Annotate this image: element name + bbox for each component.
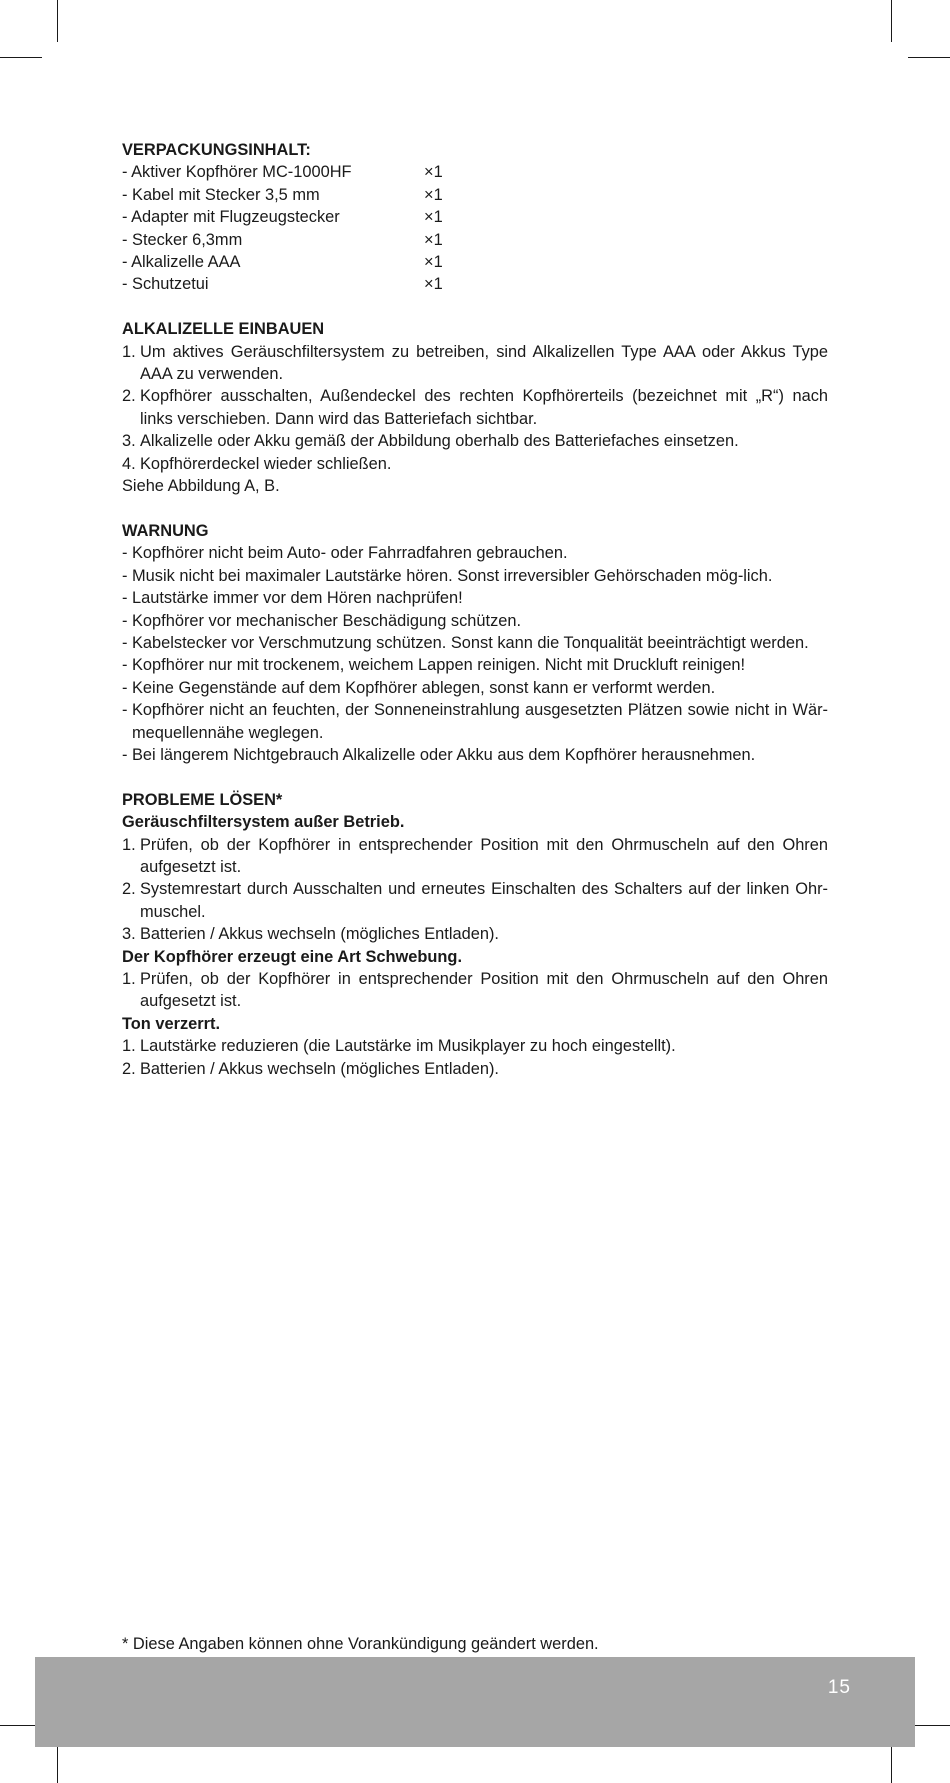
- warning-text: Kopfhörer nicht beim Auto- oder Fahrradfahren gebrauchen.: [132, 544, 568, 563]
- crop-mark: [891, 0, 892, 42]
- list-item: - Musik nicht bei maximaler Lautstärke hören. Sonst irreversibler Gehörschaden mög-lich.: [122, 565, 828, 587]
- step-number: 2.: [122, 1059, 136, 1078]
- crop-mark: [891, 1741, 892, 1783]
- problem-steps: [122, 1035, 828, 1080]
- list-item: [122, 878, 828, 923]
- list-item: - Kopfhörer nur mit trockenem, weichem Lappen reinigen. Nicht mit Druckluft reinigen!: [122, 654, 828, 676]
- problem-title: Ton verzerrt.: [122, 1014, 221, 1033]
- list-item: [122, 341, 828, 386]
- problem-steps: [122, 968, 828, 1013]
- section-heading-troubleshooting: PROBLEME LÖSEN*: [122, 790, 283, 809]
- item-qty: ×1: [424, 163, 443, 182]
- step-number: 1.: [122, 1037, 136, 1056]
- step-number: 3.: [122, 432, 136, 451]
- step-text: Prüfen, ob der Kopfhörer in entsprechender Position mit den Ohrmuscheln auf den Ohren aufgesetzt ist.: [140, 969, 828, 1011]
- list-item: [122, 251, 828, 273]
- step-text: Kopfhörerdeckel wieder schließen.: [140, 454, 392, 473]
- step-text: Lautstärke reduzieren (die Lautstärke im Musikplayer zu hoch eingestellt).: [140, 1037, 676, 1056]
- warning-text: Kopfhörer nicht an feuchten, der Sonneneinstrahlung ausgesetzten Plätzen sowie nicht in Wär-mequellennähe weglegen.: [132, 701, 828, 742]
- step-text: Um aktives Geräuschfiltersystem zu betreiben, sind Alkalizellen Type AAA oder Akkus Type AAA zu verwenden.: [140, 342, 828, 384]
- problem-steps: [122, 834, 828, 946]
- list-item: [122, 184, 828, 206]
- item-name: - Alkalizelle AAA: [122, 253, 241, 272]
- list-item: [122, 1058, 828, 1080]
- list-item: - Kabelstecker vor Verschmutzung schützen. Sonst kann die Tonqualität beeinträchtigt werden.: [122, 632, 828, 654]
- item-qty: ×1: [424, 185, 443, 204]
- list-item: - Lautstärke immer vor dem Hören nachprüfen!: [122, 587, 828, 609]
- step-text: Kopfhörer ausschalten, Außendeckel des rechten Kopfhörerteils (bezeichnet mit „R“) nach links verschieben. Dann wird das Batteriefach sichtbar.: [140, 387, 828, 428]
- item-name: - Stecker 6,3mm: [122, 230, 243, 249]
- list-item: - Keine Gegenstände auf dem Kopfhörer ablegen, sonst kann er verformt werden.: [122, 677, 828, 699]
- step-number: 2.: [122, 880, 136, 899]
- battery-steps: [122, 341, 828, 475]
- step-number: 3.: [122, 925, 136, 944]
- warning-list: [122, 542, 828, 766]
- item-name: - Aktiver Kopfhörer MC-1000HF: [122, 163, 352, 182]
- item-name: - Schutzetui: [122, 275, 209, 294]
- item-qty: ×1: [424, 253, 443, 272]
- list-item: [122, 453, 828, 475]
- list-item: [122, 229, 828, 251]
- step-number: 4.: [122, 454, 136, 473]
- list-item: [122, 206, 828, 228]
- problem-title: Geräuschfiltersystem außer Betrieb.: [122, 813, 405, 832]
- warning-text: Musik nicht bei maximaler Lautstärke hören. Sonst irreversibler Gehörschaden mög-lich.: [132, 566, 773, 585]
- list-item: - Kopfhörer nicht beim Auto- oder Fahrradfahren gebrauchen.: [122, 542, 828, 564]
- warning-text: Lautstärke immer vor dem Hören nachprüfen!: [132, 589, 463, 608]
- item-qty: ×1: [424, 275, 443, 294]
- list-item: [122, 161, 828, 183]
- list-item: - Kopfhörer vor mechanischer Beschädigung schützen.: [122, 610, 828, 632]
- list-item: [122, 968, 828, 1013]
- list-item: - Bei längerem Nichtgebrauch Alkalizelle oder Akku aus dem Kopfhörer herausnehmen.: [122, 744, 828, 766]
- item-name: - Adapter mit Flugzeugstecker: [122, 208, 340, 227]
- footnote: * Diese Angaben können ohne Vorankündigung geändert werden.: [122, 1635, 599, 1654]
- item-name: - Kabel mit Stecker 3,5 mm: [122, 185, 320, 204]
- warning-text: Kopfhörer vor mechanischer Beschädigung schützen.: [132, 611, 522, 630]
- crop-mark: [908, 57, 950, 58]
- step-number: 1.: [122, 969, 136, 988]
- list-item: [122, 273, 828, 295]
- list-item: [122, 834, 828, 879]
- step-text: Batterien / Akkus wechseln (mögliches Entladen).: [140, 1059, 499, 1078]
- list-item: [122, 430, 828, 452]
- step-text: Batterien / Akkus wechseln (mögliches Entladen).: [140, 925, 499, 944]
- list-item: [122, 385, 828, 430]
- item-qty: ×1: [424, 230, 443, 249]
- warning-text: Keine Gegenstände auf dem Kopfhörer ablegen, sonst kann er verformt werden.: [132, 678, 716, 697]
- step-text: Alkalizelle oder Akku gemäß der Abbildung oberhalb des Batteriefaches einsetzen.: [140, 432, 739, 451]
- step-number: 1.: [122, 342, 136, 361]
- contents-list: [122, 161, 828, 295]
- section-heading-battery: ALKALIZELLE EINBAUEN: [122, 320, 325, 339]
- crop-mark: [0, 57, 42, 58]
- step-text: Prüfen, ob der Kopfhörer in entsprechender Position mit den Ohrmuscheln auf den Ohren aufgesetzt ist.: [140, 835, 828, 876]
- crop-mark: [57, 1741, 58, 1783]
- list-item: [122, 923, 828, 945]
- list-item: - Kopfhörer nicht an feuchten, der Sonneneinstrahlung ausgesetzten Plätzen sowie nicht in Wär-mequellennähe weglegen.: [122, 699, 828, 744]
- step-text: Systemrestart durch Ausschalten und erneutes Einschalten des Schalters auf der linken Ohr-muschel.: [140, 880, 828, 921]
- page-footer: [35, 1657, 915, 1747]
- figure-reference: Siehe Abbildung A, B.: [122, 477, 280, 496]
- page-number: 15: [827, 1677, 851, 1698]
- item-qty: ×1: [424, 208, 443, 227]
- warning-text: Kabelstecker vor Verschmutzung schützen. Sonst kann die Tonqualität beeinträchtigt werden.: [132, 633, 809, 652]
- section-heading-contents: VERPACKUNGSINHALT:: [122, 141, 311, 159]
- step-number: 2.: [122, 387, 136, 406]
- crop-mark: [57, 0, 58, 42]
- section-heading-warning: WARNUNG: [122, 521, 209, 540]
- warning-text: Bei längerem Nichtgebrauch Alkalizelle oder Akku aus dem Kopfhörer herausnehmen.: [132, 745, 756, 764]
- problem-title: Der Kopfhörer erzeugt eine Art Schwebung.: [122, 947, 462, 966]
- page-content: [122, 139, 828, 1080]
- warning-text: Kopfhörer nur mit trockenem, weichem Lappen reinigen. Nicht mit Druckluft reinigen!: [132, 656, 746, 675]
- step-number: 1.: [122, 835, 136, 854]
- list-item: [122, 1035, 828, 1057]
